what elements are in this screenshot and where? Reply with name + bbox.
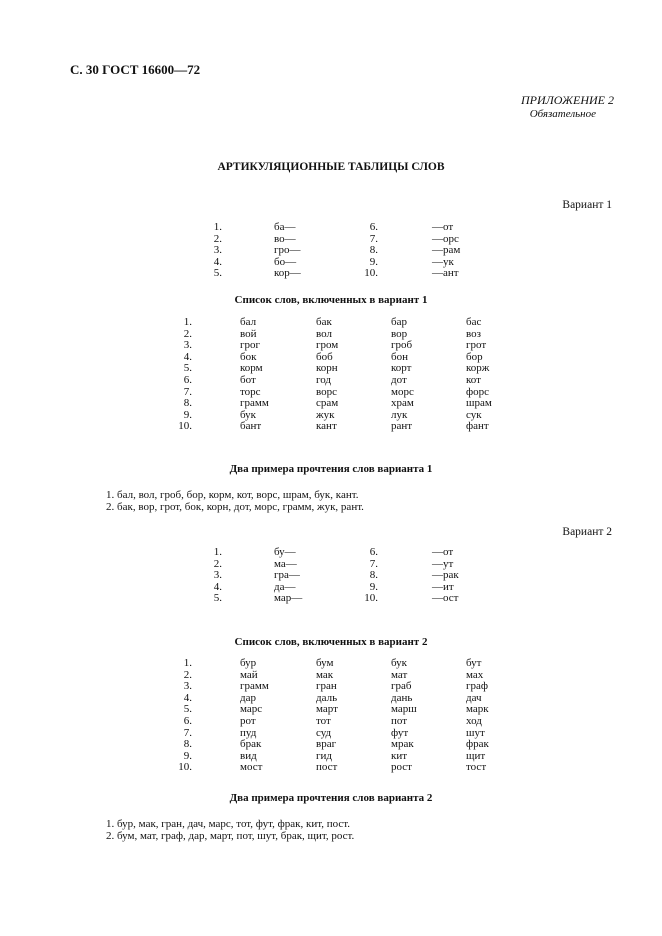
appendix-title: ПРИЛОЖЕНИЕ 2 — [521, 93, 614, 107]
word: боб — [316, 350, 333, 363]
syllable: —орс — [432, 232, 459, 245]
word-row-number: 9. — [183, 408, 192, 421]
word: корм — [240, 362, 263, 375]
word: бон — [391, 350, 408, 363]
word: дач — [466, 691, 482, 704]
word: гроб — [391, 339, 413, 352]
syllable: бо— — [274, 255, 297, 268]
variant-1-example-2: 2. бак, вор, грот, бок, корн, дот, морс, грамм, жук, рант. — [106, 501, 364, 513]
syllable: —ост — [432, 592, 459, 605]
word: мах — [466, 668, 484, 681]
word: пуд — [240, 726, 257, 739]
word: бок — [240, 350, 257, 363]
word: рот — [240, 715, 256, 727]
word: бум — [316, 657, 334, 669]
word: март — [316, 703, 338, 716]
syllable-number: 4. — [213, 580, 222, 593]
word: бор — [466, 350, 483, 363]
word-row-number: 5. — [183, 703, 192, 716]
word-row-number: 5. — [183, 362, 192, 375]
word: гид — [316, 749, 332, 762]
syllable: да— — [274, 580, 296, 593]
word-row-number: 3. — [183, 339, 192, 352]
variant-1-words-title: Список слов, включенных в вариант 1 — [234, 294, 428, 306]
word: бук — [391, 657, 408, 669]
variant-1-label: Вариант 1 — [562, 199, 612, 211]
appendix-note: Обязательное — [529, 108, 596, 120]
word-row-number: 8. — [183, 738, 192, 751]
word: дар — [240, 691, 256, 704]
syllable-number: 2. — [213, 232, 222, 245]
word: мат — [391, 668, 408, 681]
word: суд — [316, 726, 332, 739]
word: марс — [240, 703, 263, 716]
word: гром — [316, 339, 339, 352]
word: рост — [391, 761, 412, 774]
word: бант — [240, 420, 262, 433]
word-row-number: 1. — [183, 316, 192, 328]
word: мак — [316, 668, 334, 681]
word-row-number: 10. — [178, 420, 192, 433]
word: дот — [391, 374, 407, 386]
word: тот — [316, 715, 331, 727]
word: корн — [316, 362, 338, 375]
word: сук — [466, 408, 482, 421]
word-row-number: 8. — [183, 397, 192, 410]
syllable: ба— — [274, 221, 296, 233]
word: храм — [391, 397, 414, 410]
syllable: во— — [274, 232, 296, 245]
syllable-number: 10. — [364, 267, 378, 280]
word: пот — [391, 715, 408, 727]
page-header: С. 30 ГОСТ 16600—72 — [70, 62, 201, 77]
word: марш — [391, 703, 417, 716]
word: бот — [240, 374, 256, 386]
syllable-number: 1. — [213, 221, 222, 233]
word: бук — [240, 408, 257, 421]
syllable-number: 4. — [213, 255, 222, 268]
word-row-number: 7. — [183, 385, 192, 398]
syllable: —рам — [432, 244, 461, 257]
word-row-number: 6. — [183, 374, 192, 386]
word: год — [316, 374, 332, 386]
variant-2-examples-title: Два примера прочтения слов варианта 2 — [229, 792, 433, 804]
syllable-number: 3. — [213, 569, 222, 582]
word: бут — [466, 657, 482, 669]
word: грог — [240, 339, 261, 352]
word: тост — [466, 761, 487, 774]
word-row-number: 6. — [183, 715, 192, 727]
word: дань — [391, 691, 413, 704]
word: бар — [391, 316, 407, 328]
word: корт — [391, 362, 412, 375]
word-row-number: 9. — [183, 749, 192, 762]
word: ворс — [316, 385, 338, 398]
word: рант — [391, 420, 413, 433]
syllable-number: 7. — [369, 557, 378, 570]
word: фрак — [466, 738, 489, 751]
word: лук — [391, 408, 408, 421]
word: бас — [466, 316, 482, 328]
word: кит — [391, 749, 408, 762]
word: шрам — [466, 397, 492, 410]
syllable-number: 7. — [369, 232, 378, 245]
word: пост — [316, 761, 338, 774]
syllable-number: 5. — [213, 592, 222, 605]
word: мрак — [391, 738, 414, 751]
word: грамм — [240, 397, 269, 410]
word-row-number: 1. — [183, 657, 192, 669]
syllable-number: 9. — [369, 255, 378, 268]
syllable: —ит — [432, 580, 454, 593]
syllable: —от — [432, 546, 454, 558]
word-row-number: 10. — [178, 761, 192, 774]
syllable-number: 1. — [213, 546, 222, 558]
word: грот — [466, 339, 487, 352]
word-row-number: 2. — [183, 327, 192, 340]
word: вол — [316, 327, 332, 340]
syllable: —рак — [432, 569, 459, 582]
word: бак — [316, 316, 332, 328]
word: кант — [316, 420, 337, 433]
variant-2-label: Вариант 2 — [562, 526, 612, 538]
word: воз — [466, 327, 481, 340]
main-title: АРТИКУЛЯЦИОННЫЕ ТАБЛИЦЫ СЛОВ — [217, 161, 445, 173]
word: вой — [240, 327, 257, 340]
word: граб — [391, 680, 412, 693]
word: грамм — [240, 680, 269, 693]
word: корж — [466, 362, 490, 375]
word-row-number: 4. — [183, 691, 192, 704]
variant-2-example-2: 2. бум, мат, граф, дар, март, пот, шут, брак, щит, рост. — [106, 830, 355, 842]
variant-1-examples-title: Два примера прочтения слов варианта 1 — [229, 463, 433, 475]
syllable: ма— — [274, 557, 297, 570]
syllable: гро— — [274, 244, 301, 257]
syllable: бу— — [274, 546, 296, 558]
word: враг — [316, 738, 337, 751]
word-row-number: 2. — [183, 668, 192, 681]
variant-1-example-1: 1. бал, вол, гроб, бор, корм, кот, ворс, шрам, бук, кант. — [106, 489, 359, 501]
word: вор — [391, 327, 408, 340]
syllable-number: 6. — [369, 221, 378, 233]
word: ход — [466, 715, 482, 727]
word: фант — [466, 420, 489, 433]
word-row-number: 3. — [183, 680, 192, 693]
syllable-number: 9. — [369, 580, 378, 593]
word: морс — [391, 385, 414, 398]
syllable: мар— — [274, 592, 303, 605]
syllable-number: 3. — [213, 244, 222, 257]
variant-2-example-1: 1. бур, мак, гран, дач, марс, тот, фут, фрак, кит, пост. — [106, 818, 350, 830]
word: мост — [240, 761, 263, 774]
word: шут — [466, 726, 485, 739]
word: торс — [240, 385, 261, 398]
word: фут — [391, 726, 409, 739]
word-row-number: 7. — [183, 726, 192, 739]
syllable: —от — [432, 221, 454, 233]
syllable-number: 6. — [369, 546, 378, 558]
word: вид — [240, 749, 257, 762]
word: даль — [316, 691, 338, 704]
syllable-number: 10. — [364, 592, 378, 605]
word: бур — [240, 657, 257, 669]
word: жук — [316, 408, 335, 421]
syllable: гра— — [274, 569, 300, 582]
word: май — [240, 668, 258, 681]
word-row-number: 4. — [183, 350, 192, 363]
word: бал — [240, 316, 257, 328]
word: брак — [240, 738, 262, 751]
syllable: —ант — [432, 267, 459, 280]
word: форс — [466, 385, 490, 398]
syllable: —ук — [432, 255, 454, 268]
word: гран — [316, 680, 337, 693]
syllable-number: 5. — [213, 267, 222, 280]
syllable-number: 2. — [213, 557, 222, 570]
word: граф — [466, 680, 489, 693]
variant-2-words-title: Список слов, включенных в вариант 2 — [234, 636, 428, 648]
syllable-number: 8. — [369, 569, 378, 582]
syllable: кор— — [274, 267, 301, 280]
word: срам — [316, 397, 339, 410]
word: щит — [466, 749, 486, 762]
syllable-number: 8. — [369, 244, 378, 257]
syllable: —ут — [432, 557, 454, 570]
word: марк — [466, 703, 489, 716]
word: кот — [466, 374, 481, 386]
